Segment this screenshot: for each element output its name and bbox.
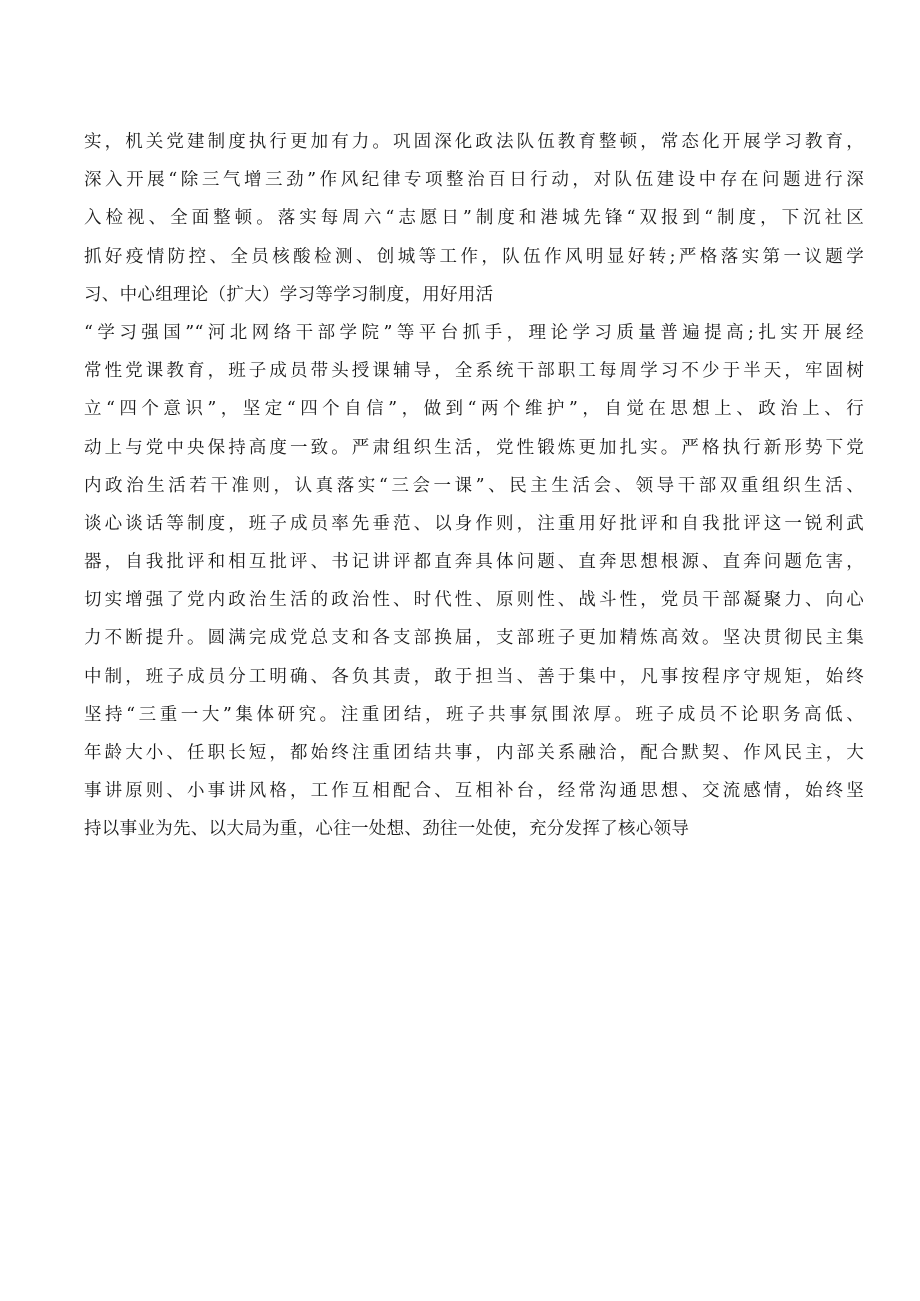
text-line: 持以事业为先、以大局为重，心往一处想、劲往一处使，充分发挥了核心领导: [84, 819, 690, 840]
paragraph-1: [84, 123, 864, 314]
text-line: 习、中心组理论（扩大）学习等学习制度，用好用活: [84, 284, 494, 305]
paragraph-2: [84, 314, 864, 849]
text-line: 深入开展“除三气增三劲”作风纪律专项整治百日行动，对队伍建设中存在问题进行深: [84, 170, 864, 191]
text-line: 常性党课教育，班子成员带头授课辅导，全系统干部职工每周学习不少于半天，牢固树: [84, 361, 864, 382]
text-line: 中制，班子成员分工明确、各负其责，敢于担当、善于集中，凡事按程序守规矩，始终: [84, 666, 864, 687]
text-line: 切实增强了党内政治生活的政治性、时代性、原则性、战斗性，党员干部凝聚力、向心: [84, 590, 864, 611]
text-line: 动上与党中央保持高度一致。严肃组织生活，党性锻炼更加扎实。严格执行新形势下党: [84, 437, 864, 458]
text-line: 实，机关党建制度执行更加有力。巩固深化政法队伍教育整顿，常态化开展学习教育，: [84, 132, 864, 152]
text-line: 谈心谈话等制度，班子成员率先垂范、以身作则，注重用好批评和自我批评这一锐利武: [84, 513, 864, 534]
text-line: 坚持“三重一大”集体研究。注重团结，班子共事氛围浓厚。班子成员不论职务高低、: [84, 704, 864, 725]
body-text: [84, 123, 864, 849]
text-line: 入检视、全面整顿。落实每周六“志愿日”制度和港城先锋“双报到“制度，下沉社区: [84, 208, 864, 229]
text-line: 立“四个意识”，坚定“四个自信”，做到“两个维护”，自觉在思想上、政治上、行: [84, 399, 864, 420]
text-line: 器，自我批评和相互批评、书记讲评都直奔具体问题、直奔思想根源、直奔问题危害，: [84, 552, 864, 573]
text-line: 事讲原则、小事讲风格，工作互相配合、互相补台，经常沟通思想、交流感情，始终坚: [84, 781, 864, 802]
text-line: 年龄大小、任职长短，都始终注重团结共事，内部关系融洽，配合默契、作风民主，大: [84, 743, 864, 763]
text-line: 力不断提升。圆满完成党总支和各支部换届，支部班子更加精炼高效。坚决贯彻民主集: [84, 628, 864, 649]
text-line: 抓好疫情防控、全员核酸检测、创城等工作，队伍作风明显好转;严格落实第一议题学: [84, 246, 864, 267]
text-line: 内政治生活若干准则，认真落实“三会一课”、民主生活会、领导干部双重组织生活、: [84, 475, 864, 496]
text-line: “学习强国”“河北网络干部学院”等平台抓手，理论学习质量普遍提高;扎实开展经: [84, 322, 864, 343]
